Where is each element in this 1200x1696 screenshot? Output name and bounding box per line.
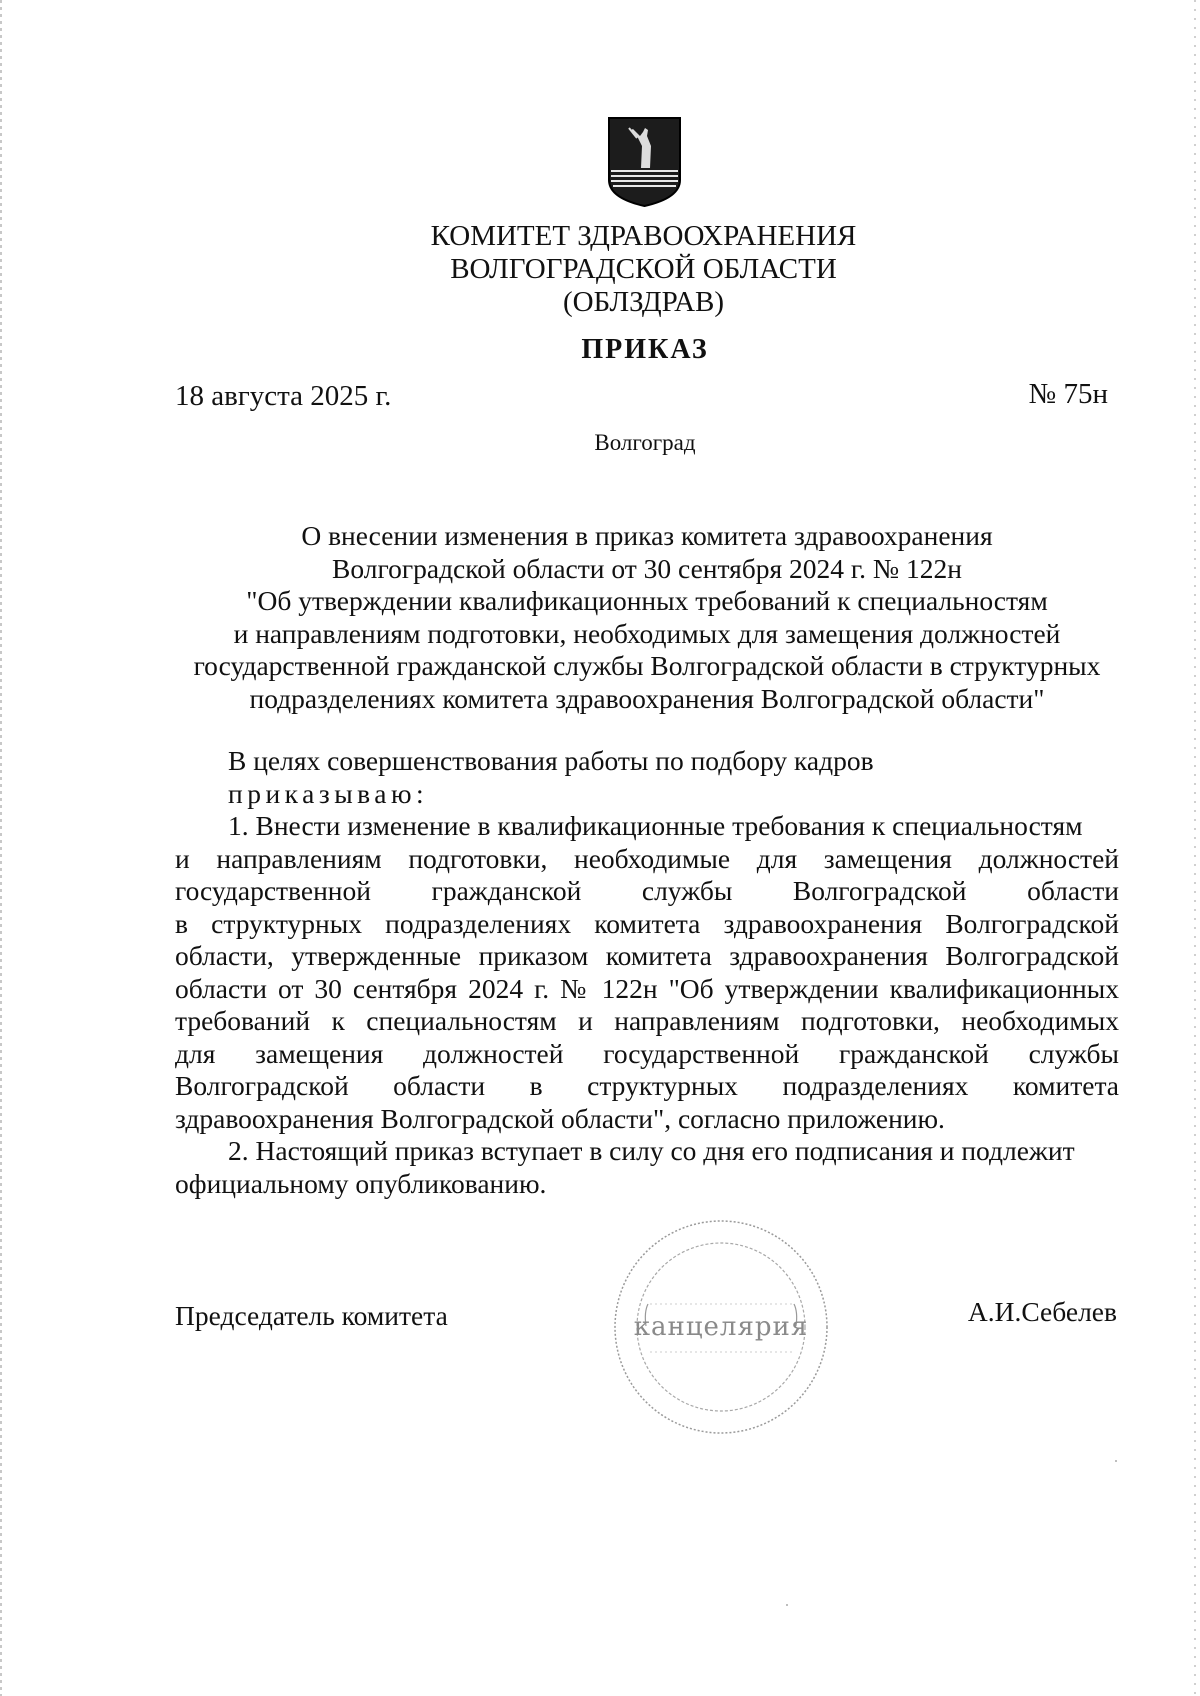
document-type: ПРИКАЗ [581,334,709,365]
preamble: В целях совершенствования работы по подбору кадров [228,745,874,776]
order-word: приказываю: [228,777,429,809]
item-2-line: официальному опубликованию. [175,1167,547,1199]
signer-position: Председатель комитета [175,1300,448,1331]
item-1-line: здравоохранения Волгоградской области", согласно приложению. [175,1102,945,1134]
item-1-line: в структурных подразделениях комитета здравоохранения Волгоградской [175,907,1119,939]
org-name-line-1: КОМИТЕТ ЗДРАВООХРАНЕНИЯ [430,220,857,252]
document-title [175,520,1119,715]
document-number: № 75н [1028,378,1108,410]
item-1-line: Волгоградской области в структурных подразделениях комитета [175,1070,1119,1101]
org-abbreviation: (ОБЛЗДРАВ) [562,286,725,318]
title-line: Волгоградской области от 30 сентября 2024 г. № 122н [332,552,962,584]
scan-speck [1115,1460,1117,1462]
stamp-text: канцелярия [633,1312,809,1342]
item-1-line: для замещения должностей государственной гражданской службы [175,1037,1119,1069]
title-line: "Об утверждении квалификационных требований к специальностям [246,585,1048,616]
document-date: 18 августа 2025 г. [175,380,392,412]
title-line: государственной гражданской службы Волгоградской области в структурных [193,650,1101,681]
item-1-line: и направлениям подготовки, необходимые для замещения должностей [175,842,1119,874]
signer-name: А.И.Себелев [967,1296,1117,1327]
item-1-line: государственной гражданской службы Волгоградской области [175,875,1119,906]
item-1-line: 1. Внести изменение в квалификационные требования к специальностям [228,810,1083,841]
title-line: и направлениям подготовки, необходимых для замещения должностей [233,617,1061,649]
org-name-line-2: ВОЛГОГРАДСКОЙ ОБЛАСТИ [450,253,837,285]
item-1-line: области, утвержденные приказом комитета здравоохранения Волгоградской [175,940,1119,971]
item-1-line: области от 30 сентября 2024 г. № 122н "Об утверждении квалификационных [175,972,1119,1004]
document-body [175,745,1119,1200]
coat-of-arms-emblem [607,116,682,208]
scan-speck [786,1604,788,1606]
title-line: подразделениях комитета здравоохранения Волгоградской области" [249,682,1045,714]
title-line: О внесении изменения в приказ комитета здравоохранения [301,520,993,551]
item-2-line: 2. Настоящий приказ вступает в силу со дня его подписания и подлежит [228,1135,1075,1166]
document-city: Волгоград [594,430,696,455]
item-1-line: требований к специальностям и направлениям подготовки, необходимых [175,1005,1119,1036]
